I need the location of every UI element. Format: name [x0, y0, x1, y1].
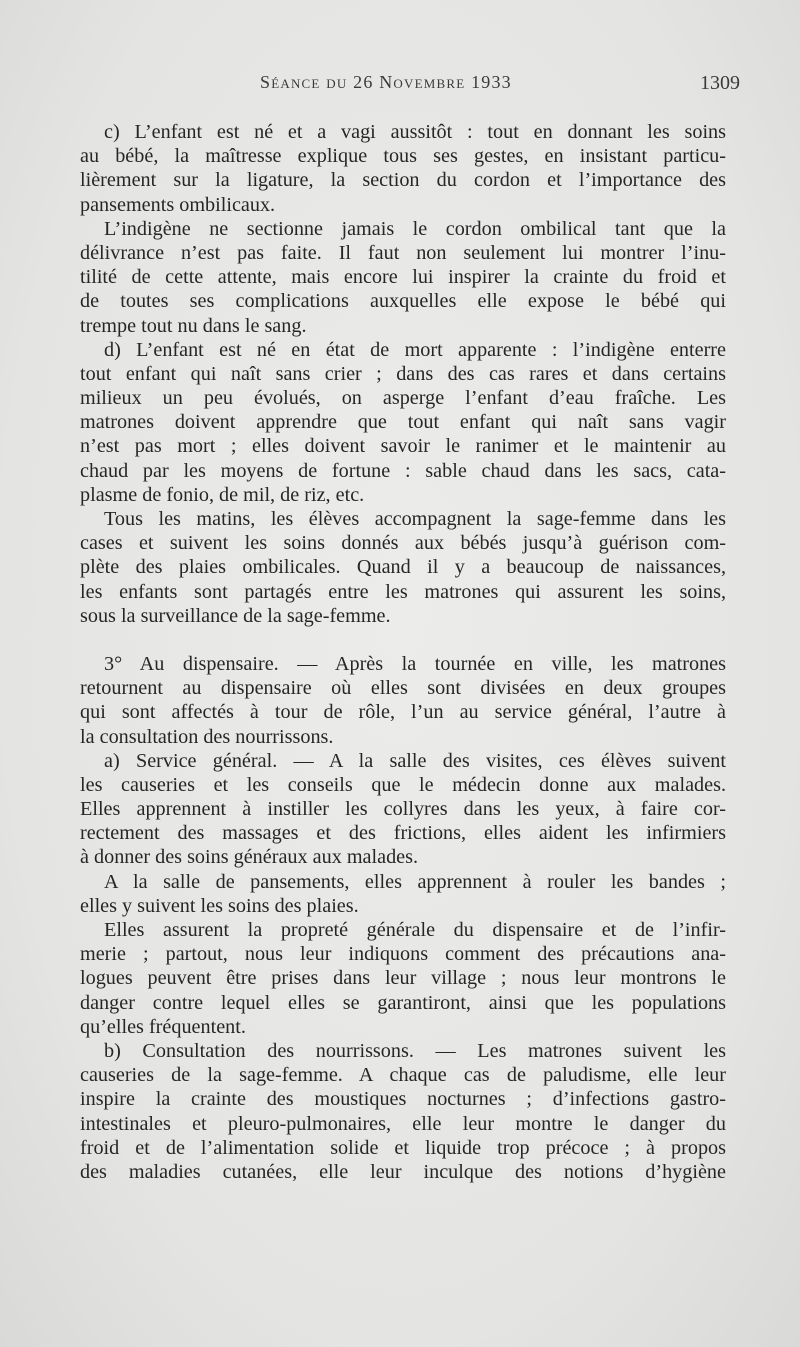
text-line: plasme de fonio, de mil, de riz, etc. [80, 483, 365, 506]
subsection-line: b) Consultation des nourrissons. — Les matrones suivent les [104, 1039, 726, 1062]
text-line: délivrance n’est pas faite. Il faut non seulement lui montrer l’inu- [80, 241, 726, 264]
text-line: chaud par les moyens de fortune : sable chaud dans les sacs, cata- [80, 459, 726, 482]
text-line: cases et suivent les soins donnés aux bébés jusqu’à guérison com- [80, 532, 726, 555]
text-line: elles y suivent les soins des plaies. [80, 894, 359, 917]
text-line: qu’elles fréquentent. [80, 1015, 246, 1038]
text-line: les causeries et les conseils que le médecin donne aux malades. [80, 773, 726, 796]
text-line: c) L’enfant est né et a vagi aussitôt : tout en donnant les soins [104, 121, 726, 143]
text-line: lièrement sur la ligature, la section du cordon et l’importance des [80, 169, 726, 192]
body-text [80, 120, 726, 1184]
text-line: inspire la crainte des moustiques nocturnes ; d’infections gastro- [80, 1088, 726, 1111]
text-line: retournent au dispensaire où elles sont divisées en deux groupes [80, 677, 726, 700]
text-line: Tous les matins, les élèves accompagnent la sage-femme dans les [104, 508, 726, 530]
text-line: logues peuvent être prises dans leur village ; nous leur montrons le [80, 967, 726, 990]
text-line: de toutes ses complications auxquelles elle expose le bébé qui [80, 290, 726, 313]
text-line: trempe tout nu dans le sang. [80, 314, 307, 337]
text-line: Elles apprennent à instiller les collyres dans les yeux, à faire cor- [80, 798, 726, 821]
text-line: d) L’enfant est né en état de mort apparente : l’indigène enterre [104, 338, 726, 361]
text-line: merie ; partout, nous leur indiquons comment des précautions ana- [80, 943, 726, 966]
text-line: tilité de cette attente, mais encore lui inspirer la crainte du froid et [80, 266, 726, 289]
text-line: sous la surveillance de la sage-femme. [80, 604, 391, 627]
text-line: causeries de la sage-femme. A chaque cas de paludisme, elle leur [80, 1064, 726, 1087]
text-line: matrones doivent apprendre que tout enfant qui naît sans vagir [80, 411, 726, 434]
page-number: 1309 [700, 72, 740, 94]
section-heading-line: 3° Au dispensaire. — Après la tournée en ville, les matrones [104, 652, 726, 675]
text-line: A la salle de pansements, elles apprennent à rouler les bandes ; [104, 870, 726, 893]
text-line: plète des plaies ombilicales. Quand il y a beaucoup de naissances, [80, 556, 726, 579]
text-line: au bébé, la maîtresse explique tous ses gestes, en insistant particu- [80, 145, 726, 168]
paragraph-gap [80, 628, 726, 652]
text-line: pansements ombilicaux. [80, 193, 276, 216]
text-line: froid et de l’alimentation solide et liquide trop précoce ; à propos [80, 1136, 726, 1159]
running-head [80, 72, 740, 102]
running-title: Séance du 26 Novembre 1933 [260, 72, 512, 92]
text-line: L’indigène ne sectionne jamais le cordon ombilical tant que la [104, 217, 726, 240]
text-line: qui sont affectés à tour de rôle, l’un au service général, l’autre à [80, 701, 726, 724]
text-line: rectement des massages et des frictions, elles aident les infirmiers [80, 822, 726, 845]
text-line: la consultation des nourrissons. [80, 725, 334, 748]
text-line: tout enfant qui naît sans crier ; dans des cas rares et dans certains [80, 362, 726, 385]
text-line: intestinales et pleuro-pulmonaires, elle leur montre le danger du [80, 1112, 726, 1135]
subsection-line: a) Service général. — A la salle des visites, ces élèves suivent [104, 749, 726, 772]
text-line: Elles assurent la propreté générale du dispensaire et de l’infir- [104, 919, 726, 941]
text-line: n’est pas mort ; elles doivent savoir le ranimer et le maintenir au [80, 435, 726, 458]
text-line: à donner des soins généraux aux malades. [80, 846, 419, 869]
text-line: des maladies cutanées, elle leur inculque des notions d’hygiène [80, 1160, 726, 1183]
text-line: les enfants sont partagés entre les matrones qui assurent les soins, [80, 580, 726, 603]
text-line: danger contre lequel elles se garantiront, ainsi que les populations [80, 991, 726, 1014]
text-line: milieux un peu évolués, on asperge l’enfant d’eau fraîche. Les [80, 387, 726, 410]
